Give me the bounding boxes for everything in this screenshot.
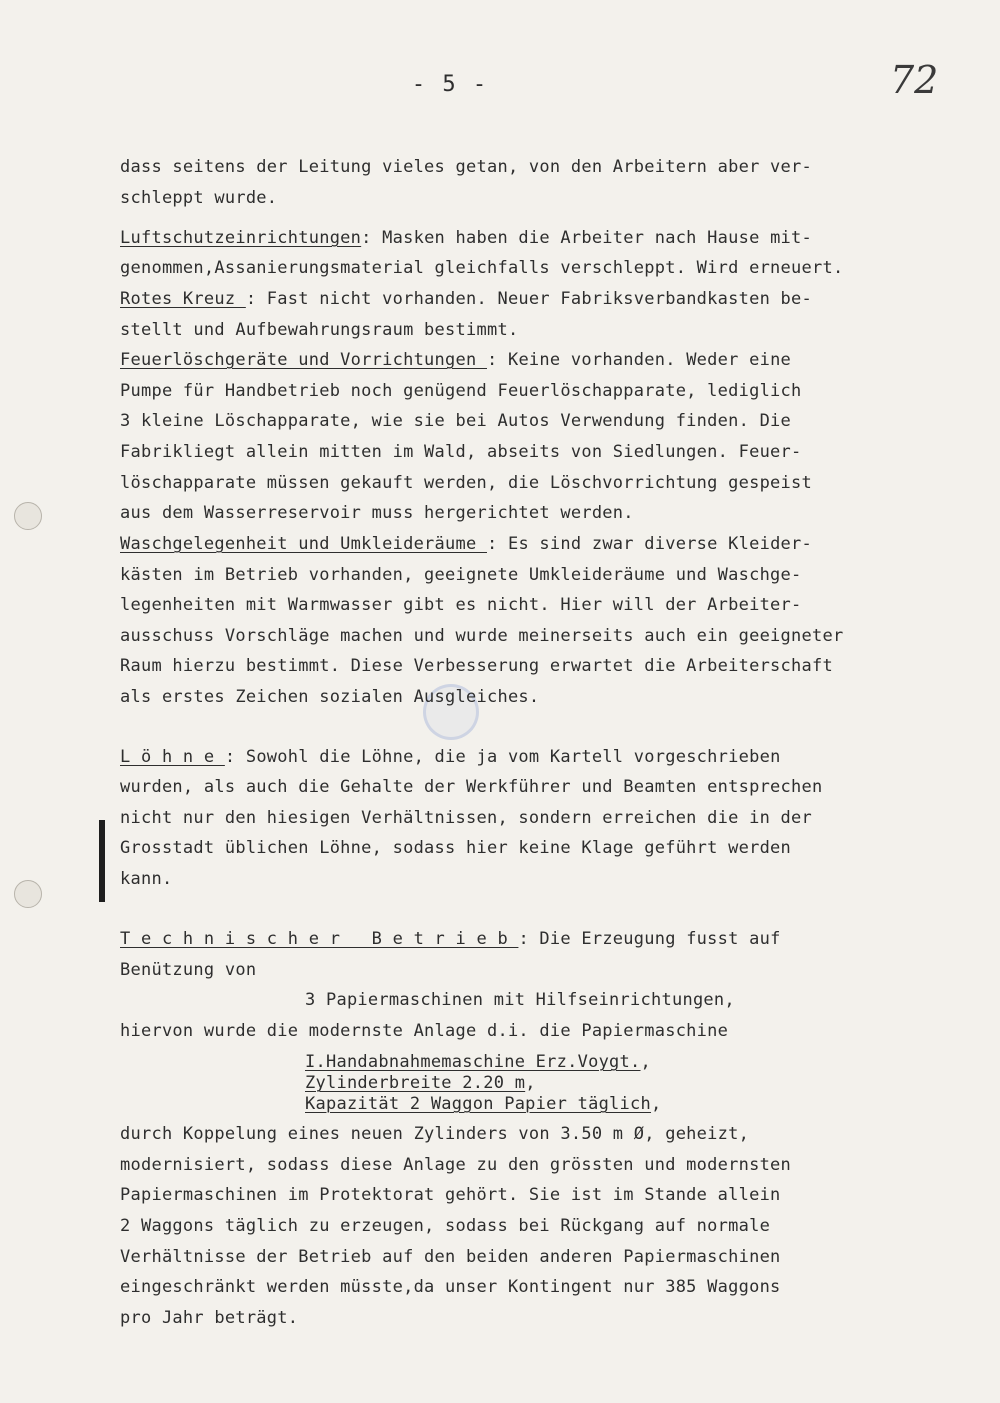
- text-line: [120, 1124, 749, 1144]
- text-run: legenheiten mit Warmwasser gibt es nicht. Hier will der Arbeiter-: [120, 595, 802, 615]
- text-line: [120, 503, 634, 523]
- text-line: [120, 350, 791, 370]
- text-run: modernisiert, sodass diese Anlage zu den grössten und modernsten: [120, 1155, 792, 1175]
- text-run: ausschuss Vorschläge machen und wurde meinerseits auch ein geeigneter: [120, 626, 844, 646]
- text-line: [120, 411, 791, 431]
- text-run: dass seitens der Leitung vieles getan, von den Arbeitern aber ver-: [120, 157, 813, 177]
- text-run: eingeschränkt werden müsste,da unser Kontingent nur 385 Waggons: [120, 1277, 781, 1297]
- text-run: aus dem Wasserreservoir muss hergerichtet werden.: [120, 503, 634, 523]
- underlined-heading: Kapazität 2 Waggon Papier täglich: [305, 1094, 652, 1114]
- text-line: [120, 656, 833, 676]
- text-line: [120, 1247, 781, 1267]
- underlined-heading: Waschgelegenheit und Umkleideräume: [120, 534, 487, 554]
- text-line: [305, 990, 735, 1010]
- text-line: [120, 777, 823, 797]
- text-line: [120, 473, 812, 493]
- text-line: [120, 929, 781, 949]
- text-line: [120, 228, 812, 248]
- underlined-heading: L ö h n e: [120, 747, 225, 767]
- text-run: wurden, als auch die Gehalte der Werkführer und Beamten entsprechen: [120, 777, 823, 797]
- text-run: ,: [651, 1094, 662, 1114]
- text-line: [120, 534, 812, 554]
- text-line: [120, 565, 802, 585]
- text-line: [120, 1277, 781, 1297]
- text-run: durch Koppelung eines neuen Zylinders von 3.50 m Ø, geheizt,: [120, 1124, 750, 1144]
- text-line: [120, 808, 812, 828]
- text-run: : Sowohl die Löhne, die ja vom Kartell vorgeschrieben: [224, 747, 781, 767]
- text-line: [120, 626, 843, 646]
- underlined-heading: T e c h n i s c h e r B e t r i e b: [120, 929, 519, 949]
- text-run: Benützung von: [120, 960, 257, 980]
- text-run: Papiermaschinen im Protektorat gehört. Sie ist im Stande allein: [120, 1185, 781, 1205]
- text-run: löschapparate müssen gekauft werden, die Löschvorrichtung gespeist: [120, 473, 813, 493]
- text-line: [120, 838, 791, 858]
- text-run: Fabrikliegt allein mitten im Wald, abseits von Siedlungen. Feuer-: [120, 442, 802, 462]
- text-run: hiervon wurde die modernste Anlage d.i. die Papiermaschine: [120, 1021, 729, 1041]
- text-line: [120, 1021, 728, 1041]
- text-line: [120, 869, 172, 889]
- text-run: Pumpe für Handbetrieb noch genügend Feuerlöschapparate, lediglich: [120, 381, 802, 401]
- text-run: ,: [525, 1073, 536, 1093]
- text-run: 3 kleine Löschapparate, wie sie bei Autos Verwendung finden. Die: [120, 411, 792, 431]
- punch-hole-icon: [14, 502, 42, 530]
- text-line: [120, 1308, 298, 1328]
- text-line: [120, 1185, 781, 1205]
- underlined-heading: Feuerlöschgeräte und Vorrichtungen: [120, 350, 487, 370]
- text-run: 2 Waggons täglich zu erzeugen, sodass bei Rückgang auf normale: [120, 1216, 771, 1236]
- text-run: als erstes Zeichen sozialen Ausgleiches.: [120, 687, 540, 707]
- punch-hole-icon: [14, 880, 42, 908]
- margin-marker-bar: [99, 820, 105, 902]
- text-run: ,: [640, 1052, 652, 1072]
- text-run: : Masken haben die Arbeiter nach Hause mit-: [361, 228, 813, 248]
- text-run: kästen im Betrieb vorhanden, geeignete Umkleideräume und Waschge-: [120, 565, 802, 585]
- page-number: - 5 -: [411, 72, 489, 97]
- text-run: genommen,Assanierungsmaterial gleichfalls verschleppt. Wird erneuert.: [120, 258, 844, 278]
- text-line: [120, 595, 802, 615]
- text-line: [120, 157, 812, 177]
- text-line: [120, 381, 802, 401]
- text-line: [305, 1073, 536, 1093]
- text-run: nicht nur den hiesigen Verhältnissen, sondern erreichen die in der: [120, 808, 813, 828]
- text-run: : Fast nicht vorhanden. Neuer Fabriksverbandkasten be-: [245, 289, 813, 309]
- underlined-heading: Rotes Kreuz: [120, 289, 246, 309]
- text-line: [120, 747, 781, 767]
- text-line: [120, 258, 843, 278]
- text-run: : Die Erzeugung fusst auf: [518, 929, 781, 949]
- text-run: pro Jahr beträgt.: [120, 1308, 299, 1328]
- text-line: [120, 442, 802, 462]
- text-line: [120, 289, 812, 309]
- text-run: : Keine vorhanden. Weder eine: [486, 350, 792, 370]
- text-line: [120, 1216, 770, 1236]
- underlined-heading: Luftschutzeinrichtungen: [120, 228, 362, 248]
- text-line: [120, 960, 256, 980]
- text-run: Raum hierzu bestimmt. Diese Verbesserung erwartet die Arbeiterschaft: [120, 656, 833, 676]
- text-line: [120, 1155, 791, 1175]
- underlined-heading: Zylinderbreite 2.20 m: [305, 1073, 526, 1093]
- text-run: 3 Papiermaschinen mit Hilfseinrichtungen,: [305, 990, 735, 1010]
- text-line: [305, 1052, 651, 1072]
- handwritten-folio-number: 72: [890, 58, 939, 102]
- text-line: [120, 320, 518, 340]
- text-line: [120, 188, 277, 208]
- text-run: schleppt wurde.: [120, 188, 278, 208]
- underlined-heading: I.Handabnahmemaschine Erz.Voygt.: [305, 1052, 641, 1072]
- text-run: : Es sind zwar diverse Kleider-: [486, 534, 813, 554]
- text-line: [120, 687, 539, 707]
- text-line: [305, 1094, 662, 1114]
- text-run: Verhältnisse der Betrieb auf den beiden anderen Papiermaschinen: [120, 1247, 781, 1267]
- text-run: Grosstadt üblichen Löhne, sodass hier keine Klage geführt werden: [120, 838, 792, 858]
- text-run: kann.: [120, 869, 173, 889]
- text-run: stellt und Aufbewahrungsraum bestimmt.: [120, 320, 519, 340]
